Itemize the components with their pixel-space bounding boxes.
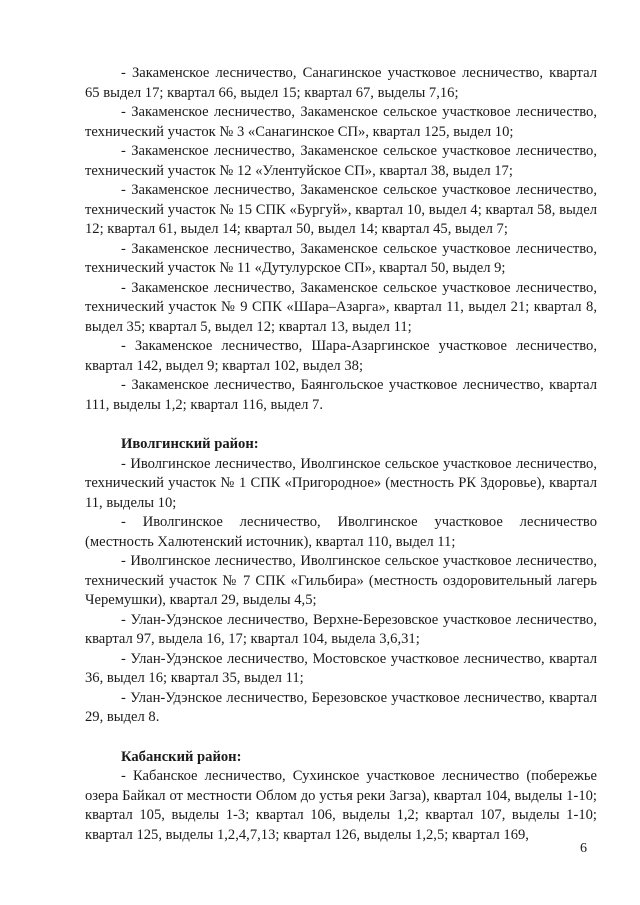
list-item: - Закаменское лесничество, Закаменское сельское участковое лесничество, технический участок № 9 СПК «Шара–Азарга», квартал 11, выдел 21; квартал 8, выдел 35; квартал 5, выдел 12; квартал 13, выдел 11;	[85, 279, 597, 335]
list-item: - Закаменское лесничество, Закаменское сельское участковое лесничество, технический участок № 15 СПК «Бургуй», квартал 10, выдел 4; квартал 58, выдел 12; квартал 61, выдел 14; квартал 50, выдел 14; квартал 45, выдел 7;	[85, 182, 597, 237]
list-item: - Улан-Удэнское лесничество, Мостовское участковое лесничество, квартал 36, выдел 16; квартал 35, выдел 11;	[85, 650, 597, 686]
list-item: - Закаменское лесничество, Санагинское участковое лесничество, квартал 65 выдел 17; квартал 66, выдел 15; квартал 67, выделы 7,16;	[85, 65, 597, 101]
section-spacer	[85, 728, 597, 748]
list-item: - Закаменское лесничество, Закаменское сельское участковое лесничество, технический участок № 3 «Санагинское СП», квартал 125, выдел 10;	[85, 104, 597, 140]
section-heading: Кабанский район:	[121, 748, 242, 765]
list-item: - Иволгинское лесничество, Иволгинское сельское участковое лесничество, технический участок № 7 СПК «Гильбира» (местность оздоровительный лагерь Черемушки), квартал 29, выделы 4,5;	[85, 553, 597, 608]
section-ivolginsky	[85, 435, 597, 728]
list-item: - Улан-Удэнское лесничество, Верхне-Березовское участковое лесничество, квартал 97, выдела 16, 17; квартал 104, выдела 3,6,31;	[85, 611, 597, 647]
list-item: - Закаменское лесничество, Шара-Азаргинское участковое лесничество, квартал 142, выдел 9; квартал 102, выдел 38;	[85, 338, 597, 374]
list-item: - Улан-Удэнское лесничество, Березовское участковое лесничество, квартал 29, выдел 8.	[85, 689, 597, 725]
section-spacer	[85, 415, 597, 435]
section-kabansky	[85, 748, 597, 846]
page-number: 6	[580, 841, 587, 856]
list-item: - Закаменское лесничество, Закаменское сельское участковое лесничество, технический участок № 12 «Улентуйское СП», квартал 38, выдел 17;	[85, 143, 597, 179]
section-heading: Иволгинский район:	[121, 436, 259, 452]
document-body	[85, 64, 597, 845]
list-item: - Кабанское лесничество, Сухинское участковое лесничество (побережье озера Байкал от местности Облом до устья реки Загза), квартал 104, выделы 1-10; квартал 105, выделы 1-3; квартал 106, выделы 1,2; квартал 107, выделы 1-10; квартал 125, выделы 1,2,4,7,13; квартал 126, выделы 1,2,5; квартал 169,	[85, 768, 597, 843]
list-item: - Иволгинское лесничество, Иволгинское участковое лесничество (местность Халютенский источник), квартал 110, выдел 11;	[85, 514, 597, 550]
list-item: - Закаменское лесничество, Закаменское сельское участковое лесничество, технический участок № 11 «Дутулурское СП», квартал 50, выдел 9;	[85, 240, 597, 276]
section-zakamensky	[85, 64, 597, 415]
list-item: - Закаменское лесничество, Баянгольское участковое лесничество, квартал 111, выделы 1,2; квартал 116, выдел 7.	[85, 377, 597, 413]
list-item: - Иволгинское лесничество, Иволгинское сельское участковое лесничество, технический участок № 1 СПК «Пригородное» (местность РК Здоровье), квартал 11, выделы 10;	[85, 455, 597, 511]
